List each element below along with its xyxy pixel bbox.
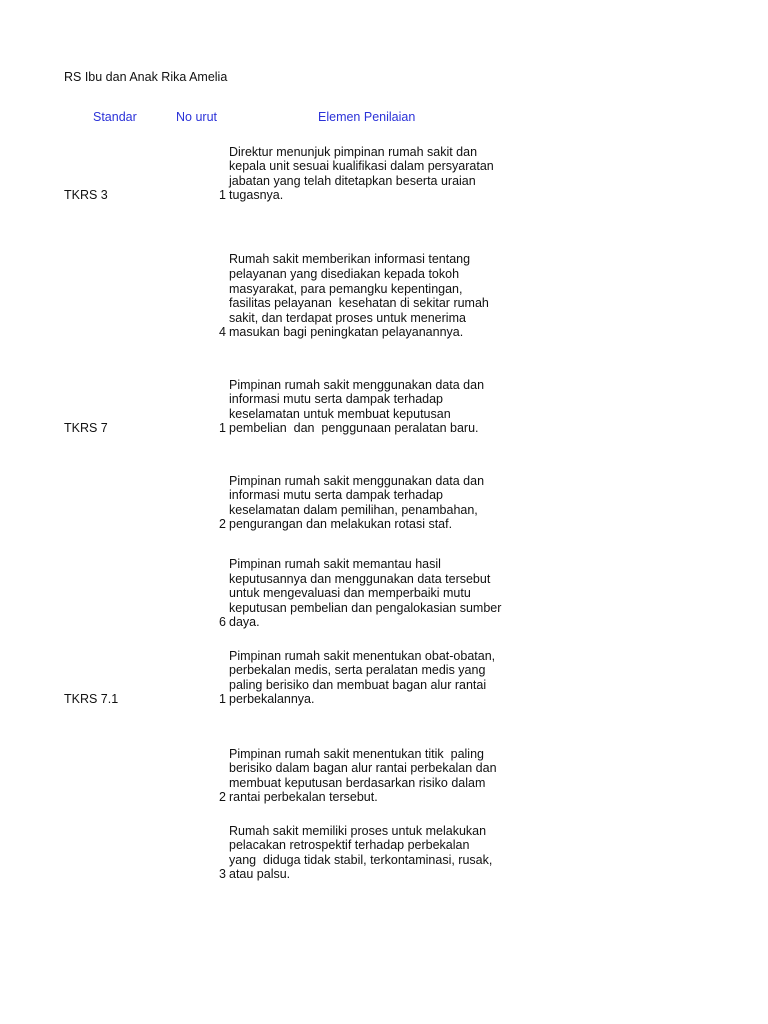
elemen-penilaian-cell xyxy=(229,824,519,882)
elemen-line: fasilitas pelayanan kesehatan di sekitar rumah xyxy=(229,296,489,311)
elemen-line: pengurangan dan melakukan rotasi staf. xyxy=(229,517,453,532)
elemen-line: Pimpinan rumah sakit menentukan titik paling xyxy=(229,746,484,761)
elemen-line: membuat keputusan berdasarkan risiko dalam xyxy=(229,775,486,790)
page-title: RS Ibu dan Anak Rika Amelia xyxy=(64,70,228,84)
no-urut-cell: 1 xyxy=(219,188,226,203)
elemen-line: informasi mutu serta dampak terhadap xyxy=(229,488,443,503)
elemen-line: paling berisiko dan membuat bagan alur rantai xyxy=(229,677,487,692)
column-header-standar: Standar xyxy=(93,110,137,124)
elemen-line: masyarakat, para pemangku kepentingan, xyxy=(229,281,463,296)
elemen-line: atau palsu. xyxy=(229,867,291,882)
elemen-line: pelayanan yang disediakan kepada tokoh xyxy=(229,267,460,282)
elemen-line: Pimpinan rumah sakit menggunakan data dan xyxy=(229,377,485,392)
elemen-line: Pimpinan rumah sakit menentukan obat-obatan, xyxy=(229,648,496,663)
elemen-line: Direktur menunjuk pimpinan rumah sakit dan xyxy=(229,144,478,159)
elemen-line: pembelian dan penggunaan peralatan baru. xyxy=(229,421,479,436)
standar-cell: TKRS 7 xyxy=(64,421,108,436)
elemen-line: keputusannya dan menggunakan data tersebut xyxy=(229,571,491,586)
column-header-no-urut: No urut xyxy=(176,110,217,124)
no-urut-cell: 6 xyxy=(219,615,226,630)
no-urut-cell: 2 xyxy=(219,790,226,805)
no-urut-cell: 1 xyxy=(219,692,226,707)
standar-cell: TKRS 3 xyxy=(64,188,108,203)
elemen-line: daya. xyxy=(229,615,260,630)
standar-cell: TKRS 7.1 xyxy=(64,692,119,707)
elemen-line: perbekalannya. xyxy=(229,692,315,707)
no-urut-cell: 1 xyxy=(219,421,226,436)
elemen-line: Rumah sakit memiliki proses untuk melakukan xyxy=(229,823,487,838)
no-urut-cell: 4 xyxy=(219,325,226,340)
elemen-line: keselamatan untuk membuat keputusan xyxy=(229,406,451,421)
elemen-line: jabatan yang telah ditetapkan beserta uraian xyxy=(229,173,476,188)
elemen-line: Pimpinan rumah sakit menggunakan data dan xyxy=(229,473,485,488)
column-header-elemen-penilaian: Elemen Penilaian xyxy=(318,110,416,124)
elemen-line: informasi mutu serta dampak terhadap xyxy=(229,392,443,407)
elemen-line: tugasnya. xyxy=(229,188,284,203)
elemen-line: berisiko dalam bagan alur rantai perbekalan dan xyxy=(229,761,497,776)
elemen-line: perbekalan medis, serta peralatan medis yang xyxy=(229,663,486,678)
elemen-line: untuk mengevaluasi dan memperbaiki mutu xyxy=(229,586,471,601)
elemen-line: pelacakan retrospektif terhadap perbekalan xyxy=(229,838,470,853)
elemen-line: Pimpinan rumah sakit memantau hasil xyxy=(229,557,441,572)
no-urut-cell: 2 xyxy=(219,517,226,532)
elemen-line: keselamatan dalam pemilihan, penambahan, xyxy=(229,502,478,517)
elemen-line: Rumah sakit memberikan informasi tentang xyxy=(229,252,471,267)
elemen-line: yang diduga tidak stabil, terkontaminasi, rusak, xyxy=(229,852,493,867)
elemen-line: keputusan pembelian dan pengalokasian sumber xyxy=(229,600,502,615)
elemen-line: masukan bagi peningkatan pelayanannya. xyxy=(229,325,464,340)
no-urut-cell: 3 xyxy=(219,867,226,882)
elemen-line: sakit, dan terdapat proses untuk menerima xyxy=(229,310,466,325)
elemen-line: rantai perbekalan tersebut. xyxy=(229,790,378,805)
elemen-line: kepala unit sesuai kualifikasi dalam persyaratan xyxy=(229,159,494,174)
